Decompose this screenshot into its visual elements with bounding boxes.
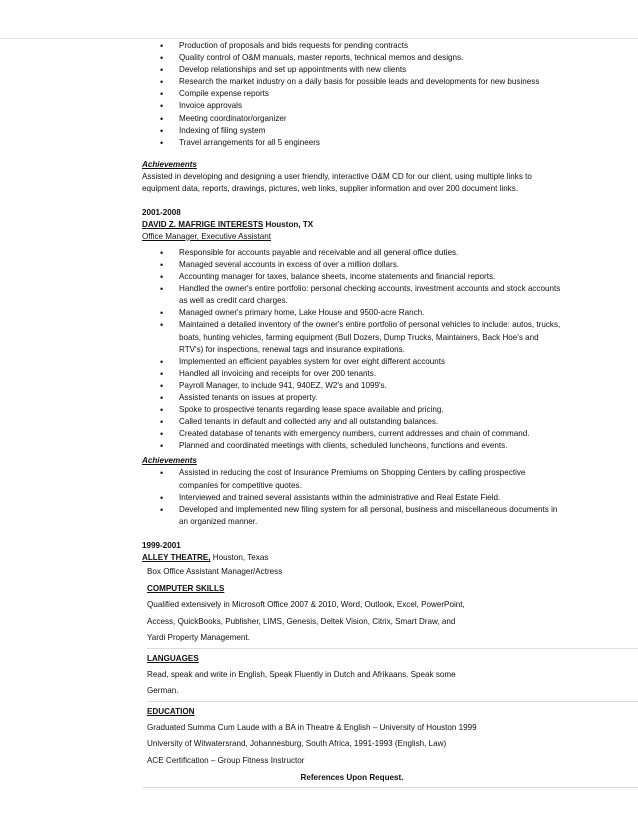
list-item: • Assisted tenants on issues at property.	[142, 392, 562, 404]
achievements-list-2	[142, 467, 562, 527]
list-item: • Payroll Manager, to include 941, 940EZ, W2's and 1099's.	[142, 380, 562, 392]
section-divider	[147, 648, 638, 649]
job3-employer-line	[142, 552, 562, 564]
list-item: • Implemented an efficient payables system for over eight different accounts	[142, 356, 562, 368]
education-line: Graduated Summa Cum Laude with a BA in Theatre & English – University of Houston 1999	[147, 722, 477, 732]
list-item: • Planned and coordinated meetings with clients, scheduled luncheons, functions and events.	[142, 440, 562, 452]
computer-skills-line: Access, QuickBooks, Publisher, LIMS, Genesis, Deltek Vision, Citrix, Smart Draw, and	[147, 616, 456, 626]
list-item: • Managed owner's primary home, Lake House and 9500-acre Ranch.	[142, 307, 562, 319]
list-item: • Responsible for accounts payable and receivable and all general office duties.	[142, 247, 562, 259]
list-item: • Created database of tenants with emergency numbers, current addresses and chain of command.	[142, 428, 562, 440]
list-item: • Meeting coordinator/organizer	[142, 113, 562, 125]
list-item: • Handled all invoicing and receipts for over 200 tenants.	[142, 368, 562, 380]
computer-skills-line: Qualified extensively in Microsoft Office 2007 & 2010, Word, Outlook, Excel, PowerPoint,	[147, 600, 465, 610]
achievements-text-1: Assisted in developing and designing a user friendly, interactive O&M CD for our client, using multiple links to equipment data, reports, drawings, pictures, web links, supplier information and over 200 document links.	[142, 171, 532, 193]
job3-location: Houston, Texas	[210, 552, 269, 562]
list-item: • Compile expense reports	[142, 88, 562, 100]
job2-employer-line	[142, 219, 562, 231]
list-item: • Spoke to prospective tenants regarding lease space available and pricing.	[142, 404, 562, 416]
education-section	[147, 703, 562, 770]
computer-skills-line: Yardi Property Management.	[147, 633, 250, 643]
list-item: • Travel arrangements for all 5 engineers	[142, 137, 562, 149]
list-item: • Assisted in reducing the cost of Insurance Premiums on Shopping Centers by calling prospective companies for competitive quotes.	[142, 467, 562, 491]
education-line: University of Witwatersrand, Johannesburg, South Africa, 1991-1993 (English, Law)	[147, 739, 447, 749]
achievements-heading-1: Achievements	[142, 159, 197, 169]
job2-years: 2001-2008	[142, 207, 181, 217]
languages-line: German.	[147, 686, 179, 696]
job2-employer: DAVID Z. MAFRIGE INTERESTS	[142, 219, 264, 229]
list-item: • Maintained a detailed inventory of the owner's entire portfolio of personal vehicles to include: autos, trucks, boats, hunting vehicles, farming equipment (Bull Dozers, Dump Trucks, Maintainers, Back Hoe's and RTV's) for inspections, renewal tags and insurance expirations.	[142, 319, 562, 355]
languages-section	[147, 650, 562, 702]
list-item: • Developed and implemented new filing system for all personal, business and miscellaneous documents in an organized manner.	[142, 504, 562, 528]
job3-years: 1999-2001	[142, 540, 181, 550]
list-item: • Quality control of O&M manuals, master reports, technical memos and designs.	[142, 52, 562, 64]
job3-employer: ALLEY THEATRE,	[142, 552, 211, 562]
list-item: • Called tenants in default and collected any and all outstanding balances.	[142, 416, 562, 428]
education-line: ACE Certification – Group Fitness Instructor	[147, 755, 305, 765]
list-item: • Production of proposals and bids requests for pending contracts	[142, 40, 562, 52]
job2-title: Office Manager, Executive Assistant	[142, 231, 271, 241]
section-divider	[147, 701, 638, 702]
languages-heading: LANGUAGES	[147, 653, 199, 663]
list-item: • Handled the owner's entire portfolio: personal checking accounts, investment accounts and stock accounts as well as credit card charges.	[142, 283, 562, 307]
section-divider	[142, 787, 638, 788]
duties-list-2	[142, 247, 562, 453]
job2-location: Houston, TX	[263, 219, 314, 229]
list-item: • Indexing of filing system	[142, 125, 562, 137]
computer-skills-heading: COMPUTER SKILLS	[147, 584, 225, 594]
page-top-rule	[0, 38, 638, 39]
list-item: • Invoice approvals	[142, 100, 562, 112]
list-item: • Develop relationships and set up appointments with new clients	[142, 64, 562, 76]
duties-list-1	[142, 40, 562, 149]
list-item: • Research the market industry on a daily basis for possible leads and developments for new business	[142, 76, 562, 88]
job3-title: Box Office Assistant Manager/Actress	[147, 566, 283, 576]
list-item: • Interviewed and trained several assistants within the administrative and Real Estate Field.	[142, 492, 562, 504]
references-line: References Upon Request.	[300, 773, 404, 783]
education-heading: EDUCATION	[147, 706, 195, 716]
computer-skills-section	[147, 580, 562, 649]
achievements-heading-2: Achievements	[142, 456, 197, 466]
list-item: • Managed several accounts in excess of over a million dollars.	[142, 259, 562, 271]
languages-line: Read, speak and write in English, Speak Fluently in Dutch and Afrikaans. Speak some	[147, 669, 456, 679]
list-item: • Accounting manager for taxes, balance sheets, income statements and financial reports.	[142, 271, 562, 283]
resume-content	[142, 40, 562, 789]
